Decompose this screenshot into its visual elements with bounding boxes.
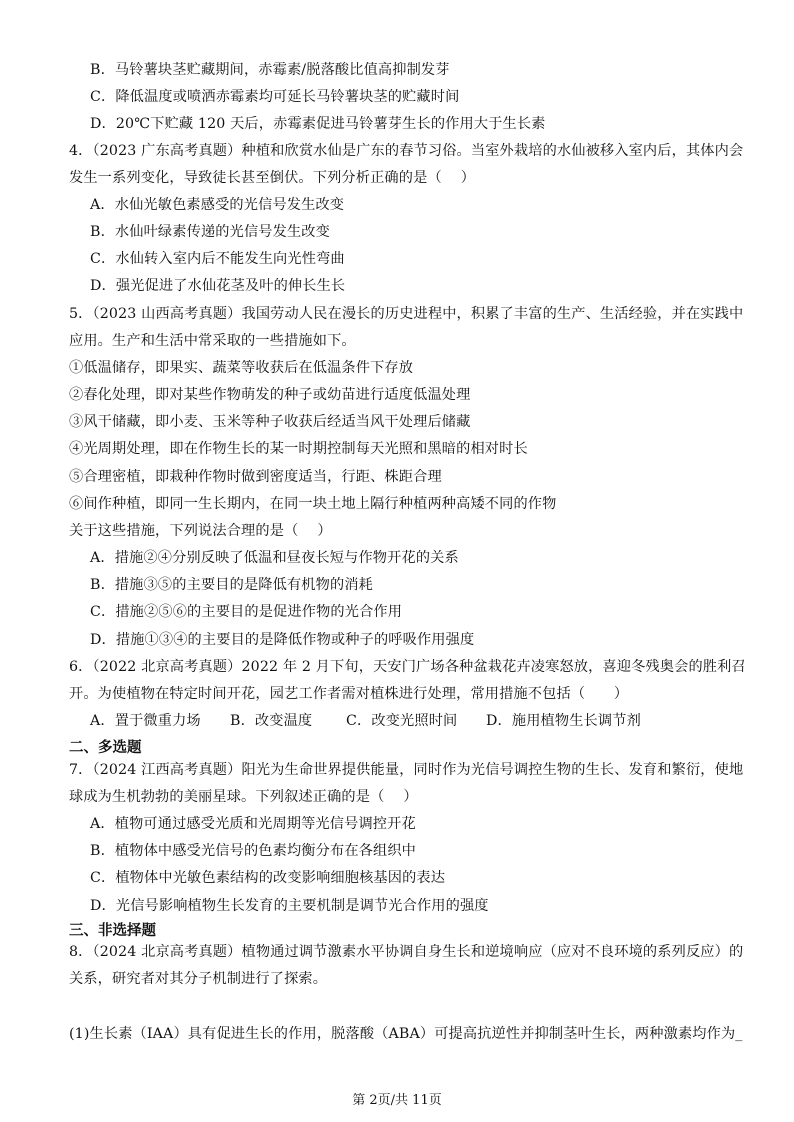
q4-option-b: B．水仙叶绿素传递的光信号发生改变 bbox=[90, 224, 330, 240]
q4-option-d: D．强光促进了水仙花茎及叶的伸长生长 bbox=[90, 278, 346, 294]
q3-option-b: B．马铃薯块茎贮藏期间，赤霉素/脱落酸比值高抑制发芽 bbox=[90, 62, 450, 78]
q5-option-b: B．措施③⑤的主要目的是降低有机物的消耗 bbox=[90, 577, 373, 593]
q5-stem-line-1: 5．（2023 山西高考真题）我国劳动人民在漫长的历史进程中，积累了丰富的生产、生活经验，并在实践中 bbox=[69, 306, 744, 322]
q5-option-c: C．措施②⑤⑥的主要目的是促进作物的光合作用 bbox=[90, 604, 403, 620]
q5-question: 关于这些措施，下列说法合理的是（ ） bbox=[69, 523, 332, 539]
q5-measure-5: ⑤合理密植，即栽种作物时做到密度适当，行距、株距合理 bbox=[69, 469, 442, 485]
section-heading-multiple-choice: 二、多选题 bbox=[69, 739, 142, 756]
q5-measure-3: ③风干储藏，即小麦、玉米等种子收获后经适当风干处理后储藏 bbox=[69, 414, 471, 430]
section-heading-non-choice: 三、非选择题 bbox=[69, 922, 156, 939]
q4-stem-line-2: 发生一系列变化，导致徒长甚至倒伏。下列分析正确的是（ ） bbox=[69, 170, 476, 186]
q7-option-d: D．光信号影响植物生长发育的主要机制是调节光合作用的强度 bbox=[90, 898, 489, 914]
q5-measure-1: ①低温储存，即果实、蔬菜等收获后在低温条件下存放 bbox=[69, 360, 414, 376]
q5-measure-2: ②春化处理，即对某些作物萌发的种子或幼苗进行适度低温处理 bbox=[69, 387, 471, 403]
q3-option-d: D．20℃下贮藏 120 天后，赤霉素促进马铃薯芽生长的作用大于生长素 bbox=[90, 116, 546, 132]
q7-option-a: A．植物可通过感受光质和光周期等光信号调控开花 bbox=[90, 816, 416, 832]
q6-option-d: D．施用植物生长调节剂 bbox=[486, 713, 641, 729]
q4-stem-line-1: 4．（2023 广东高考真题）种植和欣赏水仙是广东的春节习俗。当室外栽培的水仙被移入室内后，其体内会 bbox=[69, 143, 744, 159]
q8-stem-line-2: 关系，研究者对其分子机制进行了探索。 bbox=[69, 971, 328, 987]
q7-stem-line-1: 7．（2024 江西高考真题）阳光为生命世界提供能量，同时作为光信号调控生物的生长、发育和繁衍，使地 bbox=[69, 762, 744, 778]
q8-stem-line-1: 8．（2024 北京高考真题）植物通过调节激素水平协调自身生长和逆境响应（应对不良环境的系列反应）的 bbox=[69, 944, 744, 960]
q6-option-b: B．改变温度 bbox=[230, 713, 313, 729]
q5-option-d: D．措施①③④的主要目的是降低作物或种子的呼吸作用强度 bbox=[90, 632, 475, 648]
q7-option-b: B．植物体中感受光信号的色素均衡分布在各组织中 bbox=[90, 843, 417, 859]
q4-option-a: A．水仙光敏色素感受的光信号发生改变 bbox=[90, 197, 345, 213]
q6-option-a: A．置于微重力场 bbox=[90, 713, 201, 729]
q5-measure-4: ④光周期处理，即在作物生长的某一时期控制每天光照和黑暗的相对时长 bbox=[69, 441, 528, 457]
q8-sub-question-1: (1)生长素（IAA）具有促进生长的作用，脱落酸（ABA）可提高抗逆性并抑制茎叶生长，两种激素均作为_ bbox=[69, 1026, 743, 1042]
q4-option-c: C．水仙转入室内后不能发生向光性弯曲 bbox=[90, 251, 345, 267]
q5-measure-6: ⑥间作种植，即同一生长期内，在同一块土地上隔行种植两种高矮不同的作物 bbox=[69, 496, 557, 512]
q7-stem-line-2: 球成为生机勃勃的美丽星球。下列叙述正确的是（ ） bbox=[69, 789, 418, 805]
q3-option-c: C．降低温度或喷洒赤霉素均可延长马铃薯块茎的贮藏时间 bbox=[90, 89, 460, 105]
q6-options-row bbox=[90, 711, 641, 731]
q6-stem-line-2: 开。为使植物在特定时间开花，园艺工作者需对植株进行处理，常用措施不包括（ ） bbox=[69, 686, 629, 702]
q7-option-c: C．植物体中光敏色素结构的改变影响细胞核基因的表达 bbox=[90, 870, 446, 886]
q6-option-c: C．改变光照时间 bbox=[346, 713, 458, 729]
page-number-footer: 第 2页/共 11页 bbox=[352, 1093, 442, 1108]
q6-stem-line-1: 6．（2022 北京高考真题）2022 年 2 月下旬，天安门广场各种盆栽花卉凌寒怒放，喜迎冬残奥会的胜利召 bbox=[69, 659, 746, 675]
q5-stem-line-2: 应用。生产和生活中常采取的一些措施如下。 bbox=[69, 333, 356, 349]
q5-option-a: A．措施②④分别反映了低温和昼夜长短与作物开花的关系 bbox=[90, 550, 459, 566]
